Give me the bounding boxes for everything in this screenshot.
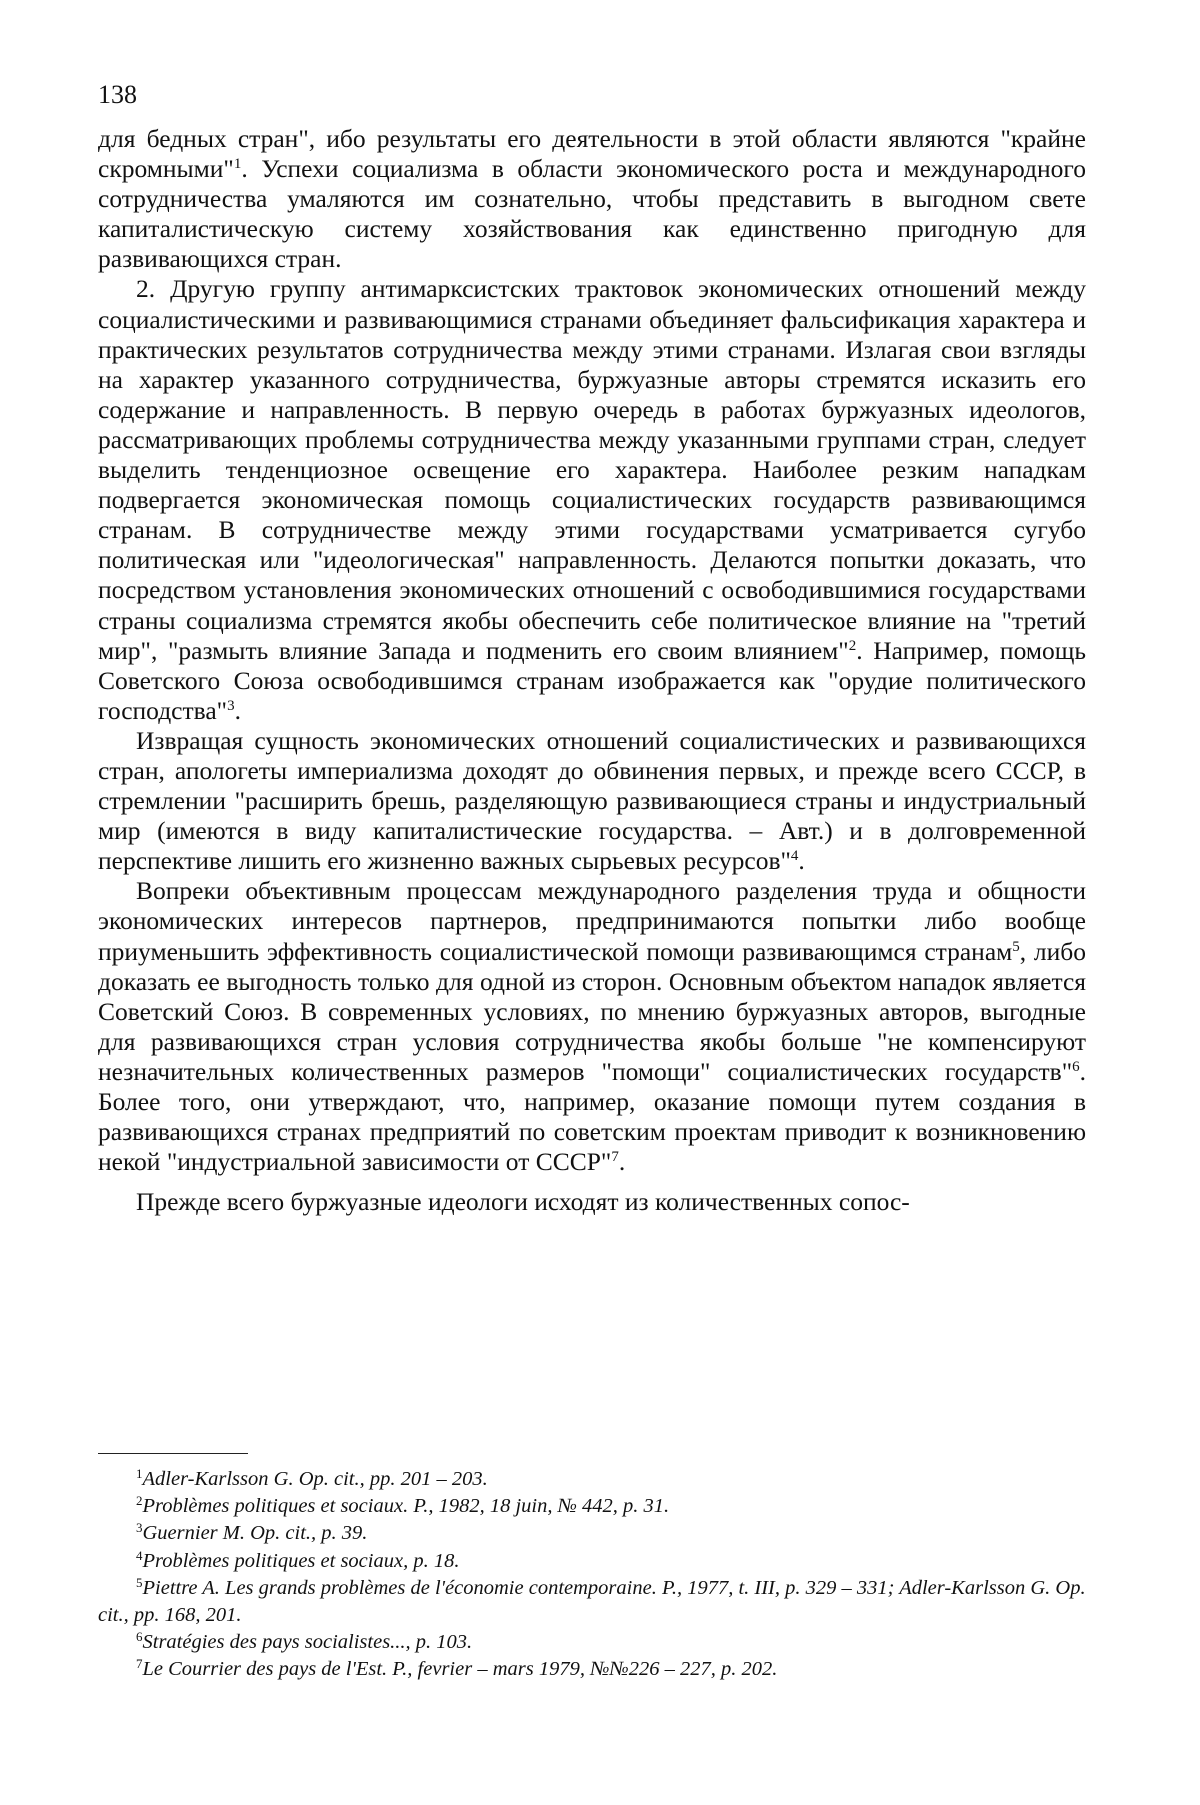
footnote-mark: 2: [136, 1493, 143, 1509]
footnote-ref: 6: [1072, 1058, 1080, 1075]
footnote-text: Piettre A. Les grands problèmes de l'économie contemporaine. P., 1977, t. III, p. 329 – 331; Adler-Karlsson G. Op. cit., pp. 168, 201.: [98, 1576, 1086, 1627]
text-run: .: [234, 695, 241, 725]
page-number: 138: [98, 80, 137, 109]
footnote-mark: 7: [136, 1656, 143, 1672]
footnote-text: Stratégies des pays socialistes..., p. 103.: [142, 1631, 473, 1654]
text-run: Извращая сущность экономических отношений социалистических и развивающихся стран, апологеты империализма доходят до обвинения первых, и прежде всего СССР, в стремлении "расширить брешь, разделяющую развивающиеся страны и индустриальный мир (имеются в виду капиталистические государства. – Авт.) и в долговременной перспективе лишить его жизненно важных сырьевых ресурсов": [98, 725, 1086, 876]
footnote: [98, 1548, 1086, 1575]
footnote: [98, 1575, 1086, 1629]
footnote-mark: 4: [136, 1547, 143, 1563]
footnote-text: Guernier M. Op. cit., p. 39.: [142, 1522, 368, 1545]
footnote-text: Problèmes politiques et sociaux, p. 18.: [142, 1549, 460, 1572]
text-run: . Например, помощь Советского Союза освободившимся странам изображается как "орудие политического господства": [98, 635, 1086, 725]
paragraph: [98, 1187, 1086, 1217]
paragraph: [98, 274, 1086, 725]
paragraph: [98, 876, 1086, 1177]
footnote-ref: 3: [227, 697, 235, 714]
footnote-ref: 7: [611, 1149, 619, 1166]
footnotes: [98, 1466, 1086, 1684]
paragraph: [98, 124, 1086, 274]
text-run: Вопреки объективным процессам международного разделения труда и общности экономических интересов партнеров, предпринимаются попытки либо вообще приуменьшить эффективность социалистической помощи развивающимся странам: [98, 876, 1086, 966]
footnote-mark: 3: [136, 1520, 143, 1536]
footnote: [98, 1520, 1086, 1547]
text-run: , либо доказать ее выгодность только для одной из сторон. Основным объектом нападок является Советский Союз. В современных условиях, по мнению буржуазных авторов, выгодные для развивающихся стран условия сотрудничества якобы больше "не компенсируют незначительных количественных размеров "помощи" социалистических государств": [98, 936, 1086, 1086]
footnote: [98, 1466, 1086, 1493]
footnote-ref: 4: [790, 848, 799, 865]
body-text: [98, 124, 1086, 1217]
footnote-ref: 1: [233, 156, 242, 173]
footnote-mark: 5: [136, 1574, 143, 1590]
footnote-ref: 5: [1012, 938, 1020, 955]
footnote-separator: [98, 1453, 248, 1454]
footnote: [98, 1629, 1086, 1656]
footnote-text: Problèmes politiques et sociaux. P., 1982, 18 juin, № 442, p. 31.: [142, 1495, 670, 1518]
text-run: . Успехи социализма в области экономического роста и международного сотрудничества умаляются им сознательно, чтобы представить в выгодном свете капиталистическую систему хозяйствования как единственно пригодную для развивающихся стран.: [98, 154, 1086, 274]
text-run: 2. Другую группу антимарксистских трактовок экономических отношений между социалистическими и развивающимися странами объединяет фальсификация характера и практических результатов сотрудничества между этими странами. Излагая свои взгляды на характер указанного сотрудничества, буржуазные авторы стремятся исказить его содержание и направленность. В первую очередь в работах буржуазных идеологов, рассматривающих проблемы сотрудничества между указанными группами стран, следует выделить тенденциозное освещение его характера. Наиболее резким нападкам подвергается экономическая помощь социалистических государств развивающимся странам. В сотрудничестве между этими государствами усматривается сугубо политическая или "идеологическая" направленность. Делаются попытки доказать, что посредством установления экономических отношений с освободившимися государствами страны социализма стремятся якобы обеспечить себе политическое влияние на "третий мир", "размыть влияние Запада и подменить его своим влиянием": [98, 274, 1086, 665]
text-run: для бедных стран", ибо результаты его деятельности в этой области являются "крайне скромными": [98, 124, 1086, 184]
footnote-ref: 2: [848, 637, 857, 654]
footnote-text: Adler-Karlsson G. Op. cit., pp. 201 – 203.: [142, 1468, 488, 1490]
footnote: [98, 1493, 1086, 1520]
text-run: .: [798, 846, 805, 876]
footnote-mark: 6: [136, 1629, 143, 1645]
footnote-text: Le Courrier des pays de l'Est. P., fevrier – mars 1979, №№226 – 227, p. 202.: [142, 1658, 778, 1681]
text-run: Прежде всего буржуазные идеологи исходят из количественных сопос-: [136, 1187, 910, 1217]
footnote: [98, 1656, 1086, 1683]
paragraph: [98, 726, 1086, 876]
text-run: . Более того, они утверждают, что, например, оказание помощи путем создания в развивающихся странах предприятий по советским проектам приводит к возникновению некой "индустриальной зависимости от СССР": [98, 1056, 1086, 1177]
footnote-mark: 1: [136, 1466, 143, 1481]
text-run: .: [618, 1147, 626, 1177]
